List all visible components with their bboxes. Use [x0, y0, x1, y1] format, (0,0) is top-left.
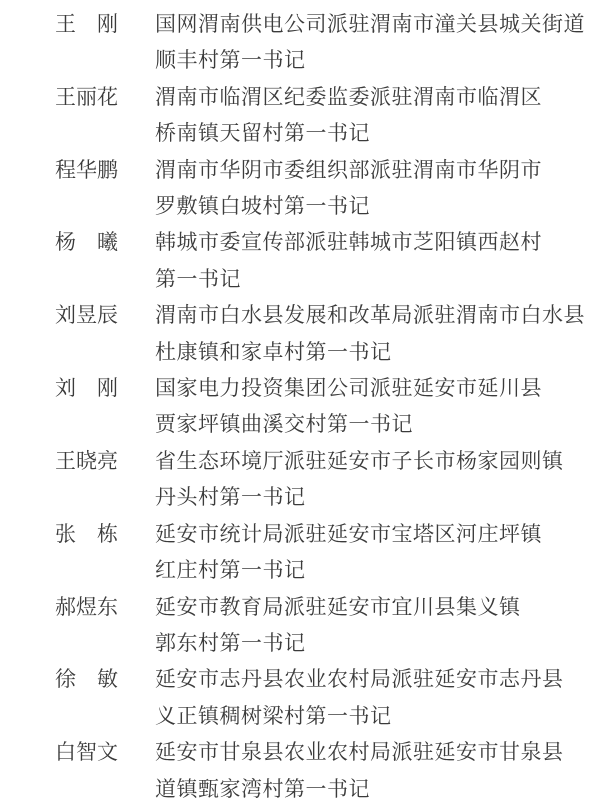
position-line-1: 渭南市华阴市委组织部派驻渭南市华阴市: [155, 157, 542, 182]
person-position: [155, 516, 542, 589]
position-line-1: 渭南市临渭区纪委监委派驻渭南市临渭区: [155, 84, 542, 109]
person-position: [155, 370, 542, 443]
position-line-2: 郭东村第一书记: [155, 630, 306, 655]
position-line-2: 道镇甄家湾村第一书记: [155, 776, 370, 801]
person-name: 白智文: [55, 740, 118, 765]
list-item: [55, 443, 600, 516]
position-line-1: 韩城市委宣传部派驻韩城市芝阳镇西赵村: [155, 230, 542, 255]
list-item: [55, 224, 600, 297]
person-name: 王 刚: [55, 12, 118, 36]
position-line-2: 义正镇稠树梁村第一书记: [155, 703, 392, 728]
person-name: 王晓亮: [55, 448, 118, 473]
person-position: [155, 443, 564, 516]
list-item: [55, 734, 600, 807]
person-name: 刘昱辰: [55, 303, 118, 328]
position-line-2: 顺丰村第一书记: [155, 48, 306, 73]
position-line-2: 桥南镇天留村第一书记: [155, 121, 370, 146]
person-position: [155, 589, 521, 662]
position-line-2: 第一书记: [155, 266, 241, 291]
person-name: 杨 曦: [55, 230, 118, 255]
list-item: [55, 152, 600, 225]
position-line-1: 省生态环境厅派驻延安市子长市杨家园则镇: [155, 448, 564, 473]
person-name: 程华鹏: [55, 157, 118, 182]
position-line-2: 红庄村第一书记: [155, 558, 306, 583]
position-line-1: 延安市统计局派驻延安市宝塔区河庄坪镇: [155, 521, 542, 546]
person-position: [155, 79, 542, 152]
person-name: 张 栋: [55, 521, 118, 546]
list-item: [55, 6, 600, 79]
position-line-2: 贾家坪镇曲溪交村第一书记: [155, 412, 413, 437]
position-line-1: 国家电力投资集团公司派驻延安市延川县: [155, 376, 542, 401]
person-name: 郝煜东: [55, 594, 118, 619]
position-line-2: 杜康镇和家卓村第一书记: [155, 339, 392, 364]
position-line-1: 国网渭南供电公司派驻渭南市潼关县城关街道: [155, 12, 585, 36]
position-line-1: 延安市甘泉县农业农村局派驻延安市甘泉县: [155, 740, 564, 765]
list-item: [55, 589, 600, 662]
person-position: [155, 6, 585, 79]
list-item: [55, 516, 600, 589]
position-line-1: 延安市志丹县农业农村局派驻延安市志丹县: [155, 667, 564, 692]
person-name: 徐 敏: [55, 667, 118, 692]
position-line-2: 罗敷镇白坡村第一书记: [155, 194, 370, 219]
list-item: [55, 370, 600, 443]
person-position: [155, 297, 585, 370]
position-line-2: 丹头村第一书记: [155, 485, 306, 510]
person-position: [155, 734, 564, 807]
list-item: [55, 79, 600, 152]
person-name: 刘 刚: [55, 376, 118, 401]
position-line-1: 渭南市白水县发展和改革局派驻渭南市白水县: [155, 303, 585, 328]
list-item: [55, 661, 600, 734]
position-line-1: 延安市教育局派驻延安市宜川县集义镇: [155, 594, 521, 619]
person-position: [155, 224, 542, 297]
list-item: [55, 297, 600, 370]
person-position: [155, 152, 542, 225]
person-name: 王丽花: [55, 84, 118, 109]
person-position: [155, 661, 564, 734]
